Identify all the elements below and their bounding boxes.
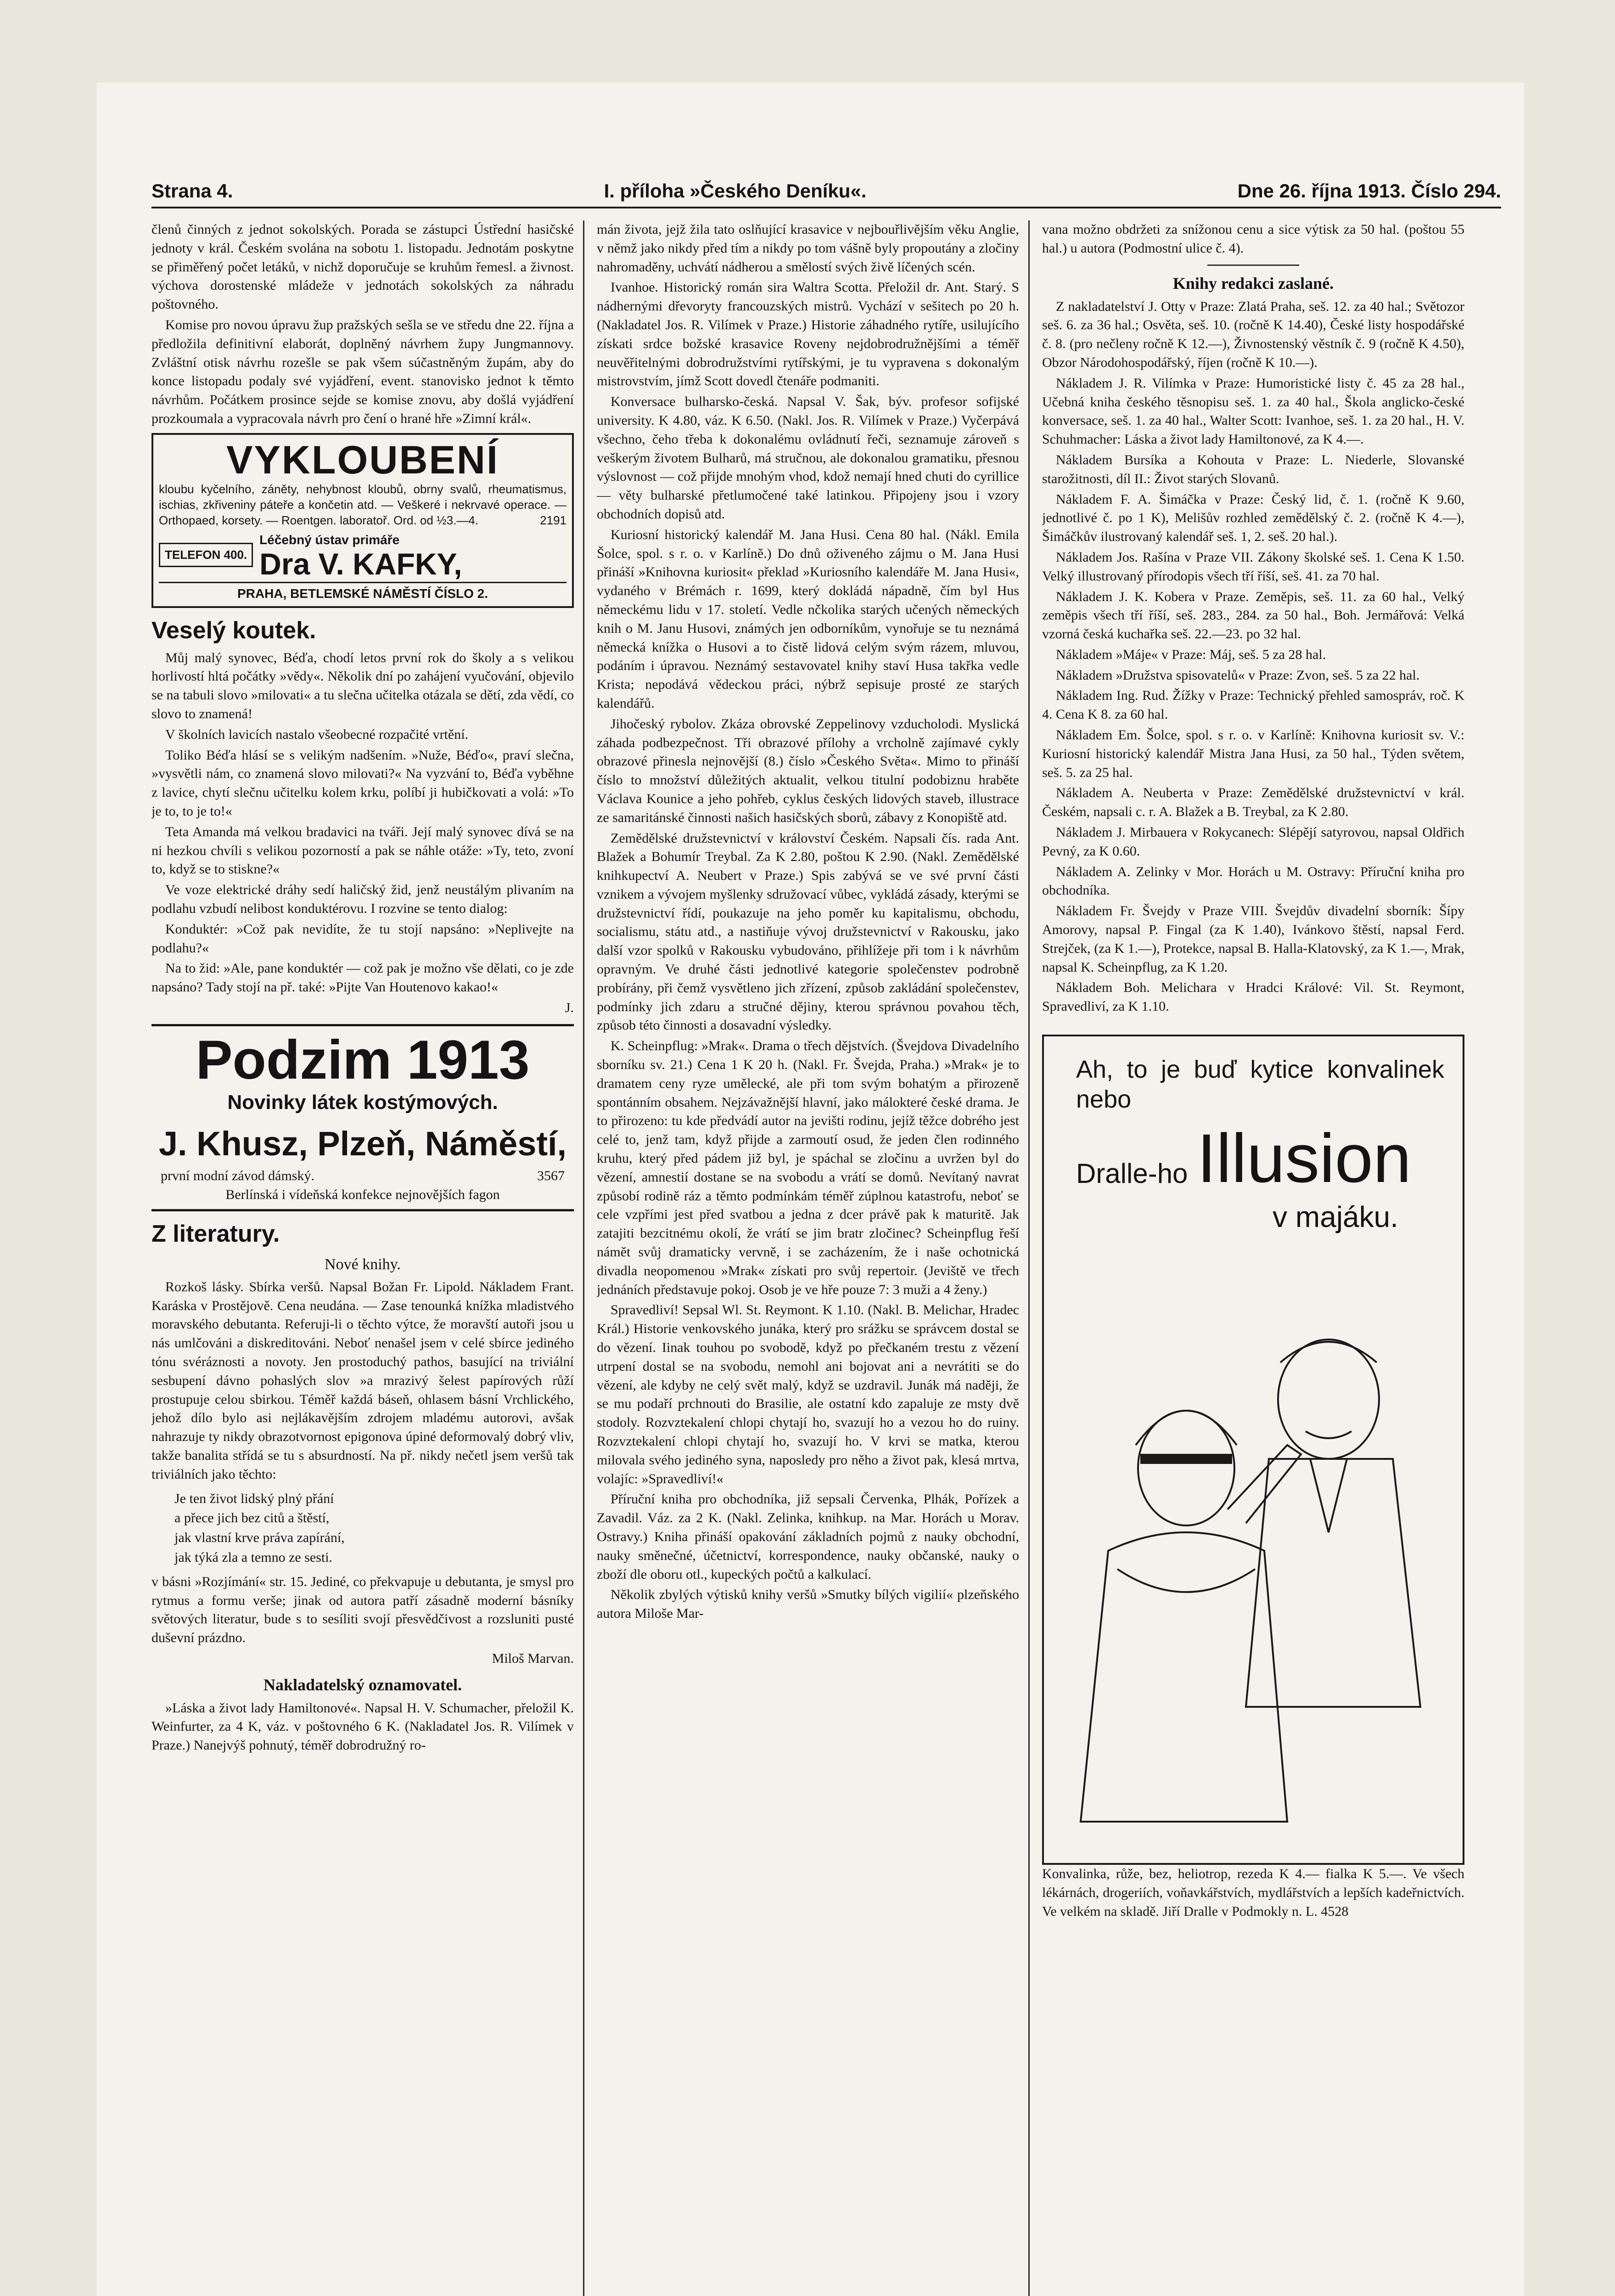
review-paragraph: Ivanhoe. Historický román sira Waltra Scotta. Přeložil dr. Ant. Starý. S nádhernými dřevoryty francouzských mistrů. Vychází v sešitech po 20 h. (Nakladatel Jos. R. Vilímek v Praze.) Historie záhadného rytíře, usilujícího získati srdce božské krasavice Roveny nejdobrodružnějšími a téměř neuvěřitelnými dobrodružstvími rytířskými, je tu vypravena s dokonalým mistrovstvím, jímž Scott dovedl čtenáře podmaniti. [597, 280, 1019, 389]
verse-line: jak vlastní krve práva zapírání, [174, 1530, 345, 1546]
publisher-paragraph: »Láska a život lady Hamiltonové«. Napsal H. V. Schumacher, přeložil K. Weinfurter, za 4 K, váz. v poštovného 6 K. (Nakladatel Jos. R. Vilímek v Praze.) Nanejvýš pohnutý, téměř dobrodružný ro- [151, 1700, 574, 1753]
man-coat [1246, 1459, 1420, 1707]
book-list-item: Nákladem Boh. Melichara v Hradci Králové: Vil. St. Reymont, Spravedliví, za K 1.10. [1042, 980, 1464, 1014]
subsection-heading: Nakladatelský oznamovatel. [264, 1675, 462, 1694]
anecdote-paragraph: Teta Amanda má velkou bradavici na tváři. Její malý synovec dívá se na ni hezkou chvíli s velikou pozorností a pak se náhle otáže: »Ty, teto, zvoní to, když se to stiskne?« [151, 824, 574, 877]
issue-date: Dne 26. října 1913. Číslo 294. [1237, 180, 1501, 202]
woman-head [1138, 1411, 1234, 1525]
woman-dress [1081, 1532, 1287, 1822]
anecdote-signature: J. [565, 1000, 574, 1015]
ad-brand-row [1076, 1119, 1444, 1197]
ad-phone: TELEFON 400. [159, 543, 253, 567]
ad-institute-name: Léčebný ústav primáře [259, 532, 400, 547]
anecdote-paragraph: V školních lavicích nastalo všeobecné rozpačité vrtění. [165, 726, 469, 742]
anecdote-paragraph: Na to žid: »Ale, pane konduktér — což pak je možno vše dělati, co je zde napsáno? Tady stojí na př. také: »Pijte Van Houtenovo kakao!« [151, 961, 574, 995]
supplement-title: I. příloha »Českého Deníku«. [604, 180, 867, 202]
review-paragraph: Spravedliví! Sepsal Wl. St. Reymont. K 1.10. (Nakl. B. Melichar, Hradec Král.) Historie venkovského junáka, který pro srážku se správcem dostal se do vězení. Iinak touhou po svobodě, když po přečkaném trestu z vězení utrpení dostal se na svobodu, nemohl ani bojovat ani a nevrátiti se do vězení, ale kdyby ne celý svět malý, když se uzdravil. Junák má naději, že se mu podaří prchnouti do Brasilie, ale ostatní kdo zapaluje ze msty dvě stodoly. Rozvztekalení chlopi chytají ho, svazují ho a vezou ho do ruiny. Rozvztekalení chlopi chytají ho, svazují ho. V krvi se matka, kterou milovala svého jediného syna, naposledy pro něho a život pak, klesá mrtva, volajíc: »Spravedliví!« [597, 1302, 1019, 1486]
book-list-item: Nákladem »Máje« v Praze: Máj, seš. 5 za 28 hal. [1056, 647, 1326, 662]
review-paragraph: mán života, jejž žila tato oslňující krasavice v nejbouřlivějším věku Anglie, v němž jako nikdy před tím a nikdy po tom vášně byly propoutány a zločiny nahromaděny, uchvátí nádherou a smělostí svých živě líčených scén. [597, 222, 1019, 275]
man-hair [1280, 1342, 1377, 1362]
ad-code: 3567 [537, 1168, 565, 1184]
review-paragraph: v básni »Rozjímání« str. 15. Jediné, co překvapuje u debutanta, je smysl pro rytmus a formu verše; jinak od autora patří zásadně moderní básníky světových literatur, bude s to sesíliti svojí přesvědčivost a rozsluniti pusté duševní prázdno. [151, 1574, 574, 1646]
verse-line: Je ten život lidský plný přání [174, 1491, 334, 1506]
advertisement-vykloubeni [151, 433, 574, 608]
review-paragraph: Konversace bulharsko-česká. Napsal V. Šak, býv. profesor sofijské university. K 4.80, váz. K 6.50. (Nakl. Jos. R. Vilímek v Praze.) Vyčerpává všechno, čeho třeba k dokonalému ovládnutí řeči, seznamuje zároveň s veškerým životem Bulharů, má stručnou, ale dokonalou gramatiku, přesnou výslovnost — což přijde mnohým vhod, kdož nemají hned chuti do cyrillice — věty bulharské přetlumočené také latinkou. Připojeny jsou i vzory obchodních dopisů atd. [597, 394, 1019, 522]
page-number: Strana 4. [151, 180, 233, 202]
advertisement-illusion [1042, 1035, 1464, 1865]
advertisement-podzim [151, 1024, 574, 1211]
book-list-item: Nákladem Fr. Švejdy v Praze VIII. Švejdův divadelní sborník: Šípy Amorovy, napsal P. Fingal (za K 1.40), Ivánkovo štěstí, napsal Ferd. Strejček, (za K 1.—), Protekce, napsal B. Halla-Klatovský, za K 1.—, Mrak, napsal K. Scheinpflug, za K 1.20. [1042, 903, 1464, 975]
anecdote-paragraph: Toliko Béďa hlásí se s velikým nadšením. »Nuže, Béďo«, praví slečna, »vysvětli nám, co znamená slovo milovati?« Na vyzvání to, Béďa vyběhne z lavice, chytí slečnu učitelku kolem krku, políbí ji hubičkovati a volá: »To je to, to je to!« [151, 747, 574, 819]
review-paragraph: Příruční kniha pro obchodníka, již sepsali Červenka, Plhák, Pořízek a Zavadil. Váz. za 2 K. (Nakl. Zelinka, knihkup. na Mar. Horách u Morav. Ostravy.) Kniha přináší opakování základních pojmů z nauky obchodní, nauky směnečné, účetnictví, korrespondence, nauky občanské, nauky o zboží dle oboru otl., kupeckých počtů a kalkulací. [597, 1491, 1019, 1582]
book-list-item: Nákladem »Družstva spisovatelů« v Praze: Zvon, seš. 5 za 22 hal. [1056, 667, 1420, 683]
review-paragraph: Několik zbylých výtisků knihy veršů »Smutky bílých vigilií« plzeňského autora Miloše Mar- [597, 1587, 1019, 1621]
column-left [151, 220, 574, 2296]
anecdote-paragraph: Můj malý synovec, Béďa, chodí letos první rok do školy a s velikou horlivostí hltá počátky »vědy«. Několik dní po zahájení vyučování, objevilo se na tabuli slovo »milovati« a tu slečna učitelka otázala se dětí, zda vědí, co slovo to znamená! [151, 650, 574, 722]
man-collar [1310, 1459, 1347, 1532]
ad-code: 2191 [540, 513, 566, 527]
section-heading-literatura: Z literatury. [151, 1220, 280, 1247]
book-list-item: Nákladem A. Neuberta v Praze: Zemědělské družstevnictví v král. Českém, napsali c. r. A. Blažek a B. Treybal, za K 2.80. [1042, 785, 1464, 820]
woman-fringe [1117, 1569, 1255, 1592]
book-list-item: Nákladem F. A. Šimáčka v Praze: Český lid, č. 1. (ročně K 9.60, jednotlivé č. po 1 K), Melišův rozhled zemědělský č. 2. (ročně K 4.—), Šimáčkův ilustrovaný kalendář seš. 1, 2. seš. 20 hal.). [1042, 491, 1464, 545]
book-list-item: Z nakladatelství J. Otty v Praze: Zlatá Praha, seš. 12. za 40 hal.; Světozor seš. 6. za 36 hal.; Osvěta, seš. 10. (ročně K 14.40), České listy hospodářské č. 8. (pro nečleny ročně K 12.—), Živnostenský věstník č. 9 (ročně K 4.50), Obzor Národohospodářský, říjen (ročně K 10.—). [1042, 298, 1464, 370]
newspaper-page [96, 83, 1524, 2296]
ad-line [151, 1167, 574, 1186]
article-paragraph: Komise pro novou úpravu žup pražských sešla se ve středu dne 22. října a předložila definitivní elaborát, doplněný návrhem župy Jungmannovy. Zvláštní otisk návrhu rozešle se pak všem súčastněným župám, aby do konce listopadu podaly své vyjádření, event. stanovisko jednot k těmto návrhům. Počátkem prosince sejde se komise znovu, aby došlá vyjádření prozkoumala a vypracovala návrh pro čení o hrané hře »Zimní král«. [151, 317, 574, 426]
ad-headline: Podzim 1913 [196, 1029, 530, 1091]
book-list-item: Nákladem A. Zelinky v Mor. Horách u M. Ostravy: Příruční kniha pro obchodníka. [1042, 864, 1464, 898]
ad-line: Berlínská i vídeňská konfekce nejnovějších fagon [225, 1187, 500, 1203]
ad-brand: Dralle-ho [1076, 1158, 1188, 1189]
review-paragraph: vana možno obdržeti za snížonou cenu a sice výtisk za 50 hal. (poštou 55 hal.) u autora (Podmostní ulice č. 4). [1042, 222, 1464, 256]
ad-institute [259, 531, 462, 579]
man-head [1278, 1339, 1379, 1459]
review-paragraph: Zemědělské družstevnictví v království Českém. Napsali čís. rada Ant. Blažek a Bohumír Treybal. Za K 2.80, poštou K 2.90. (Nakl. Zemědělské knihkupectví A. Neubert v Praze.) Spis zabývá se ve své první části vznikem a vývojem myšlenky sdružovací vůbec, vykládá zásady, kterými se družstevnictví řídí, poukazuje na jeho poměr ku kapitalismu, obchodu, socialismu, státu atd., a nastiňuje vývoj družstevnictví v Rakousku, jako další vzor spolků v Rakousku vybudováno, přihlížeje při tom i k návrhům opravným. Ve druhé části jednotlivé kategorie společenstev podrobně probírány, při čemž vysvětleno jich zřízení, způsob zakládání společenstev, podmínky jich zdaru a stručné dějiny, kterou správnou povahou těch, způsob této činnosti a dosavadní výsledky. [597, 830, 1019, 1033]
ad-subheadline: Novinky látek kostýmových. [227, 1091, 498, 1114]
ad-footer-text: Konvalinka, růže, bez, heliotrop, rezeda K 4.— fialka K 5.—. Ve všech lékárnách, drogeriích, voňavkářstvích, mydlářstvích a lepších kadeřnictvích. Ve velkém na skladě. Jiří Dralle v Podmokly n. L. 4528 [1042, 1866, 1464, 1919]
column-right [1042, 220, 1464, 2296]
book-list-item: Nákladem Jos. Rašína v Praze VII. Zákony školské seš. 1. Cena K 1.50. Velký illustrovaný přírodopis všech tří říší, seš. 41. za 70 hal. [1042, 549, 1464, 584]
separator-rule [1207, 264, 1299, 266]
page-header [151, 170, 1501, 208]
ad-headline: VYKLOUBENÍ [226, 438, 499, 482]
review-paragraph: Jihočeský rybolov. Zkáza obrovské Zeppelinovy vzducholodi. Myslická záhada podbezpečnost. Tři obrazové přílohy a vrcholně zajímavé cykly obrazové přinesla nejnovější (8.) číslo »Českého Světa«. Mimo to přináší číslo to množství důležitých aktualit, velkou titulní podobiznu hraběte Václava Kounice a jeho pohřeb, cyklus českých lidových staveb, illustrace ze samaritánské činnosti našich hasičských sborů, zábavy z Konopiště atd. [597, 716, 1019, 825]
subsection-heading: Nové knihy. [325, 1255, 401, 1273]
review-paragraph: Rozkoš lásky. Sbírka veršů. Napsal Božan Fr. Lipold. Nákladem Frant. Karáska v Prostějově. Cena neudána. — Zase tenounká knížka mladistvého moravského debutanta. Referuji-li o těchto výtce, že moravští autoři jsou u nás umlčováni a diskreditováni. Neboť nenašel jsem v celé sbírce jediného tónu svéráznosti a novoty. Jen prostoduchý pathos, basující na triviální sesbupení dávno pohaslých slov »a mrazivý šelest papírových růží prostupuje celou sbirkou. Téměř každá báseň, ohlasem básní Vrchlického, jehož dílo bylo asi nejlákavějším zdrojem mladému autorovi, avšak nahrazuje ty nikdy obrazotvornost epigonova úpiné deformovalý dobrý vliv, takže banalita střídá se tu s absurdností. Na př. nikdy nečetl jsem veršů tak triviálních jako těchto: [151, 1279, 574, 1482]
book-list-item: Nákladem Em. Šolce, spol. s r. o. v Karlíně: Knihovna kuriosit sv. V.: Kuriosní historický kalendář Mistra Jana Husi, za 50 hal., Týden světem, seš. 5. za 25 hal. [1042, 727, 1464, 780]
ad-address: PRAHA, BETLEMSKÉ NÁMĚSTÍ ČÍSLO 2. [159, 582, 566, 602]
ad-body-text: kloubu kyčelního, záněty, nehybnost kloubů, obrny svalů, rheumatismus, ischias, zkřiveniny páteře a končetin atd. — Veškeré i nekrvavé operace. — Orthopaed, korsety. — Roentgen. laboratoř. Ord. od ½3.—4. [159, 482, 566, 527]
review-paragraph: K. Scheinpflug: »Mrak«. Drama o třech dějstvích. (Švejdova Divadelního sborníku sv. 21.) Cena 1 K 20 h. (Nakl. Fr. Švejda, Praha.) »Mrak« je to dramatem ceny ryze umělecké, ale při tom svým bohatým a přirozeně spontánním obsahem. Nejzávažnější hlavní, jako málokteré české drama. Je to přirozeno: tu kde předvádí autor na jevišti rodinu, jejíž těžce dobrého jest celé to, jenž tam, když přijde a zarmoutí osud, že jeden člen rodinného kruhu, který před pádem již byl, je spáchal se zločinu a uvržen byl do vězení, amnestií dostane se na svobodu a vrátí se domů. Nevítaný navrat způsobí rodině ráz a těmto podmínkám téměř zúplnou katastrofu, neboť se cele vzpřími jest před svatbou a jedna z dcer právě pak k maturitě. Jak zatajiti bezcitnému okolí, že vrátí se jim bratr zločinec? Scheinpflug řeší námět svůj dramaticky vervně, i se zacházením, že i naše ochotnická divadla neopomenou »Mrak« získati pro svůj repertoir. (Jeviště ve třech jednáních představuje pokoj. Osob je ve hře pouze 7: 3 muži a 4 ženy.) [597, 1038, 1019, 1297]
book-list-item: Nákladem Bursíka a Kohouta v Praze: L. Niederle, Slovanské starožitnosti, díl II.: Život starých Slovanů. [1042, 452, 1464, 486]
column-rule [1028, 220, 1030, 2296]
article-paragraph: členů činných z jednot sokolských. Porada se zástupci Ústřední hasičské jednoty v král. Českém svolána na sobotu 1. listopadu. Jednotám poskytne se přiměřený počet letáků, v nichž doporučuje se kruhům řemesl. a živnost. výchova dorostenské mládeže v jednotách sokolských za náhradu poštovného. [151, 222, 574, 312]
ad-product-name: Illusion [1197, 1119, 1412, 1197]
ad-contact-row [159, 531, 566, 579]
column-middle [597, 220, 1019, 2296]
anecdote-paragraph: Ve voze elektrické dráhy sedí haličský žid, jenž neustálým plivaním na podlahu vzbudí nelibost konduktérovu. I rozvine se tento dialog: [151, 882, 574, 916]
review-paragraph: Kuriosní historický kalendář M. Jana Husi. Cena 80 hal. (Nákl. Emila Šolce, spol. s r. o. v Karlíně.) Do dnů oživeného zájmu o M. Jana Husi přináší »Knihovna kuriosit« překlad »Kuriosního kalendáře M. Jana Husi«, vydaného v Brémách r. 1699, který dokládá nápadně, čím byl Hus německému lidu v 17. století. Vedle nčkolika starých učených německých knih o M. Janu Husovi, známých jen odborníkům, vynořuje se tu neznámá německá knížka o Husovi a to čistě lidová celým svým rázem, mluvou, podáním i úpravou. Neznámý sestavovatel knihy staví Husa takřka vedle Krista; nepodává vědeckou práci, nýbrž sepisuje prosté ze starých kalendářů. [597, 527, 1019, 711]
subsection-heading: Knihy redakci zaslané. [1172, 274, 1334, 293]
book-list-item: Nákladem J. K. Kobera v Praze. Zeměpis, seš. 11. za 60 hal., Velký zeměpis všech tří říší, seš. 283., 284. za 50 hal., Boh. Jermářová: Velká vzorná česká kuchařka seš. 22.—23. po 32 hal. [1042, 589, 1464, 642]
man-moustache [1306, 1431, 1351, 1438]
verse-line: a přece jich bez citů a štěstí, [174, 1510, 330, 1526]
book-list-item: Nákladem Ing. Rud. Žížky v Praze: Technický přehled samospráv, roč. K 4. Cena K 8. za 60 hal. [1042, 688, 1464, 722]
book-list-item: Nákladem J. R. Vilímka v Praze: Humoristické listy č. 45 za 28 hal., Učebná kniha českého těsnopisu seš. 1. za 40 hal., Škola anglicko-české konversace, seš. 1. za 40 hal., Walter Scott: Ivanhoe, seš. 1. za 20 hal., H. V. Schuhmacher: Láska a život lady Hamiltonové, za K 4.—. [1042, 375, 1464, 447]
book-list-item: Nákladem J. Mirbauera v Rokycanech: Slépějí satyrovou, napsal Oldřich Pevný, za K 0.60. [1042, 825, 1464, 859]
review-signature: Miloš Marvan. [492, 1650, 574, 1666]
ad-line: v majáku. [1273, 1200, 1398, 1233]
column-rule [583, 220, 584, 2296]
woman-hair [1136, 1411, 1237, 1445]
ad-line-text: první modní závod dámský. [161, 1168, 314, 1184]
ad-doctor-name: Dra V. KAFKY, [259, 546, 462, 581]
ad-firm-name: J. Khusz, Plzeň, Náměstí, [158, 1124, 567, 1163]
verse-line: jak týká zla a temno ze sesti. [174, 1549, 333, 1565]
ad-body [159, 482, 566, 528]
ad-illustration [1071, 1294, 1430, 1835]
anecdote-paragraph: Konduktér: »Což pak nevidíte, že tu stojí napsáno: »Neplivejte na podlahu?« [151, 921, 574, 956]
section-heading-vesely-koutek: Veselý koutek. [151, 617, 316, 644]
ad-line: Ah, to je buď kytice konvalinek nebo [1076, 1056, 1444, 1113]
